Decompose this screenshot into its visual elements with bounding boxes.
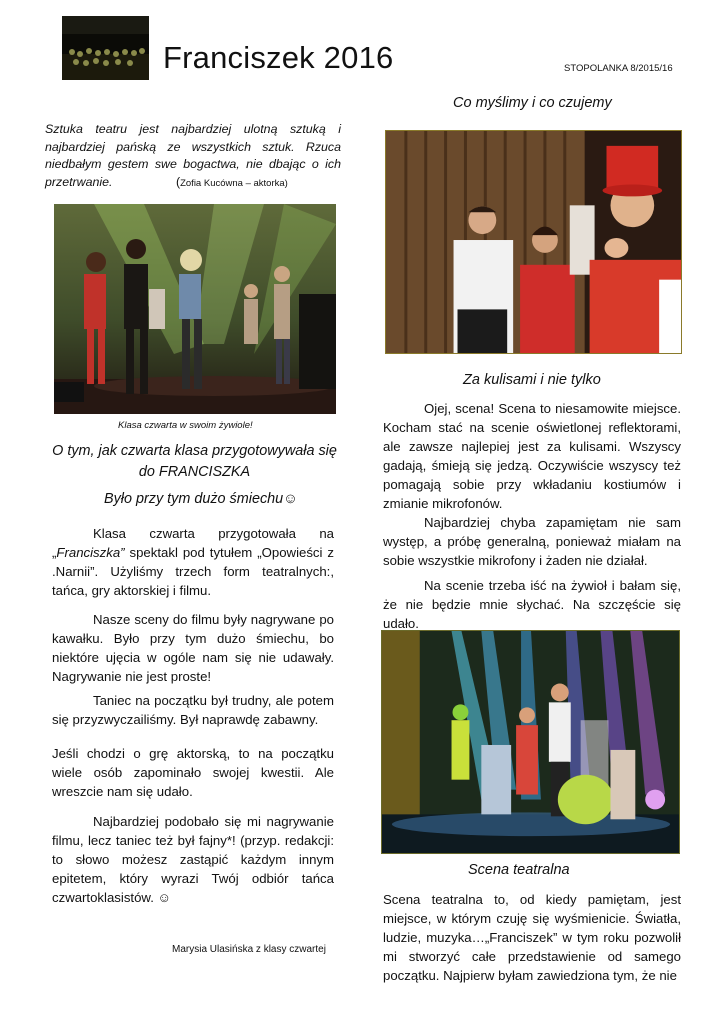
left-paragraph-3: Taniec na początku był trudny, ale potem się przyzwyczailiśmy. Był naprawdę zabawny. [52,693,334,727]
dance-photo-caption: Klasa czwarta w swoim żywiole! [118,420,253,431]
right-paragraph-3: Na scenie trzeba iść na żywioł i bałam się, że nie będzie mnie słychać. Na szczęście się udało. [383,578,681,631]
stage-photo [381,630,680,854]
backstage-heading: Za kulisami i nie tylko [463,372,601,388]
right-paragraph-1: Ojej, scena! Scena to niesamowite miejsce. Kocham stać na scenie oświetlonej reflektorami, ale zawsze najlepiej jest za kulisami. Wszyscy gadają, śmieją się jedzą. Oczywiście wszyscy też pomagają sobie przy wkładaniu kostiumów i zmianie mikrofonów. [383,401,681,511]
header-photo [62,16,149,80]
issue-label: STOPOLANKA 8/2015/16 [564,63,673,74]
article-signature: Marysia Ulasińska z klasy czwartej [172,944,326,955]
right-paragraph-4: Scena teatralna to, od kiedy pamiętam, jest miejsce, w którym czuję się wyśmienicie. Światła, ludzie, muzyka…„Franciszek” w tym roku pozwolił mi stworzyć całe przedstawienie od samego początku. Najpierw byłam zawiedziona tym, że nie [383,892,681,983]
quote-text: Sztuka teatru jest najbardziej ulotną sztuką i najbardziej pańską ze wszystkich sztuk. Rzuca niedbałym gestem swe bogactwa, nie dbając o ich przetrwanie. [45,122,341,190]
p1-text-a: Klasa czwarta przygotowała na „ [52,526,334,560]
left-paragraph-4: Jeśli chodzi o grę aktorską, to na początku wiele osób zapominało swojej kwestii. Ale wreszcie nam się udało. [52,746,334,799]
right-paragraph-2: Najbardziej chyba zapamiętam nie sam występ, a próbę generalną, ponieważ miałam na sobie wszystkie mikrofony i żaden nie działał. [383,515,681,568]
article-title: O tym, jak czwarta klasa przygotowywała się do FRANCISZKA [52,443,337,480]
left-paragraph-2: Nasze sceny do filmu były nagrywane po kawałku. Było przy tym dużo śmiechu, bo niektóre ujęcia w ogóle nam się nie udawały. Nagrywanie nie jest proste! [52,612,334,684]
left-paragraph-5: Najbardziej podobało się mi nagrywanie filmu, lecz taniec też był fajny*! (przyp. redakcji: to słowo możesz zastąpić każdym innym epitetem, który wyrazi Twój odbiór tańca czwartoklasistów. ☺ [52,814,334,905]
article-subtitle-text: Było przy tym dużo śmiechu☺ [104,491,298,507]
article-subtitle [104,491,298,507]
left-paragraph-1 [52,525,334,601]
opening-quote [45,121,341,193]
stage-heading: Scena teatralna [468,862,570,878]
backstage-photo [385,130,682,354]
p1-text-b: spektakl pod tytułem „Opowieści z .Narnii”. Użyliśmy trzech form teatralnych:, tańca, gry aktorskiej i filmu. [52,544,334,598]
page-title: Franciszek 2016 [163,40,394,75]
quote-paren: ( [175,175,181,190]
quote-author: Zofia Kucówna – aktorka) [180,178,288,190]
section-title: Co myślimy i co czujemy [453,95,612,111]
dance-photo [54,204,336,414]
p1-text-italic: Franciszka” [56,544,125,560]
